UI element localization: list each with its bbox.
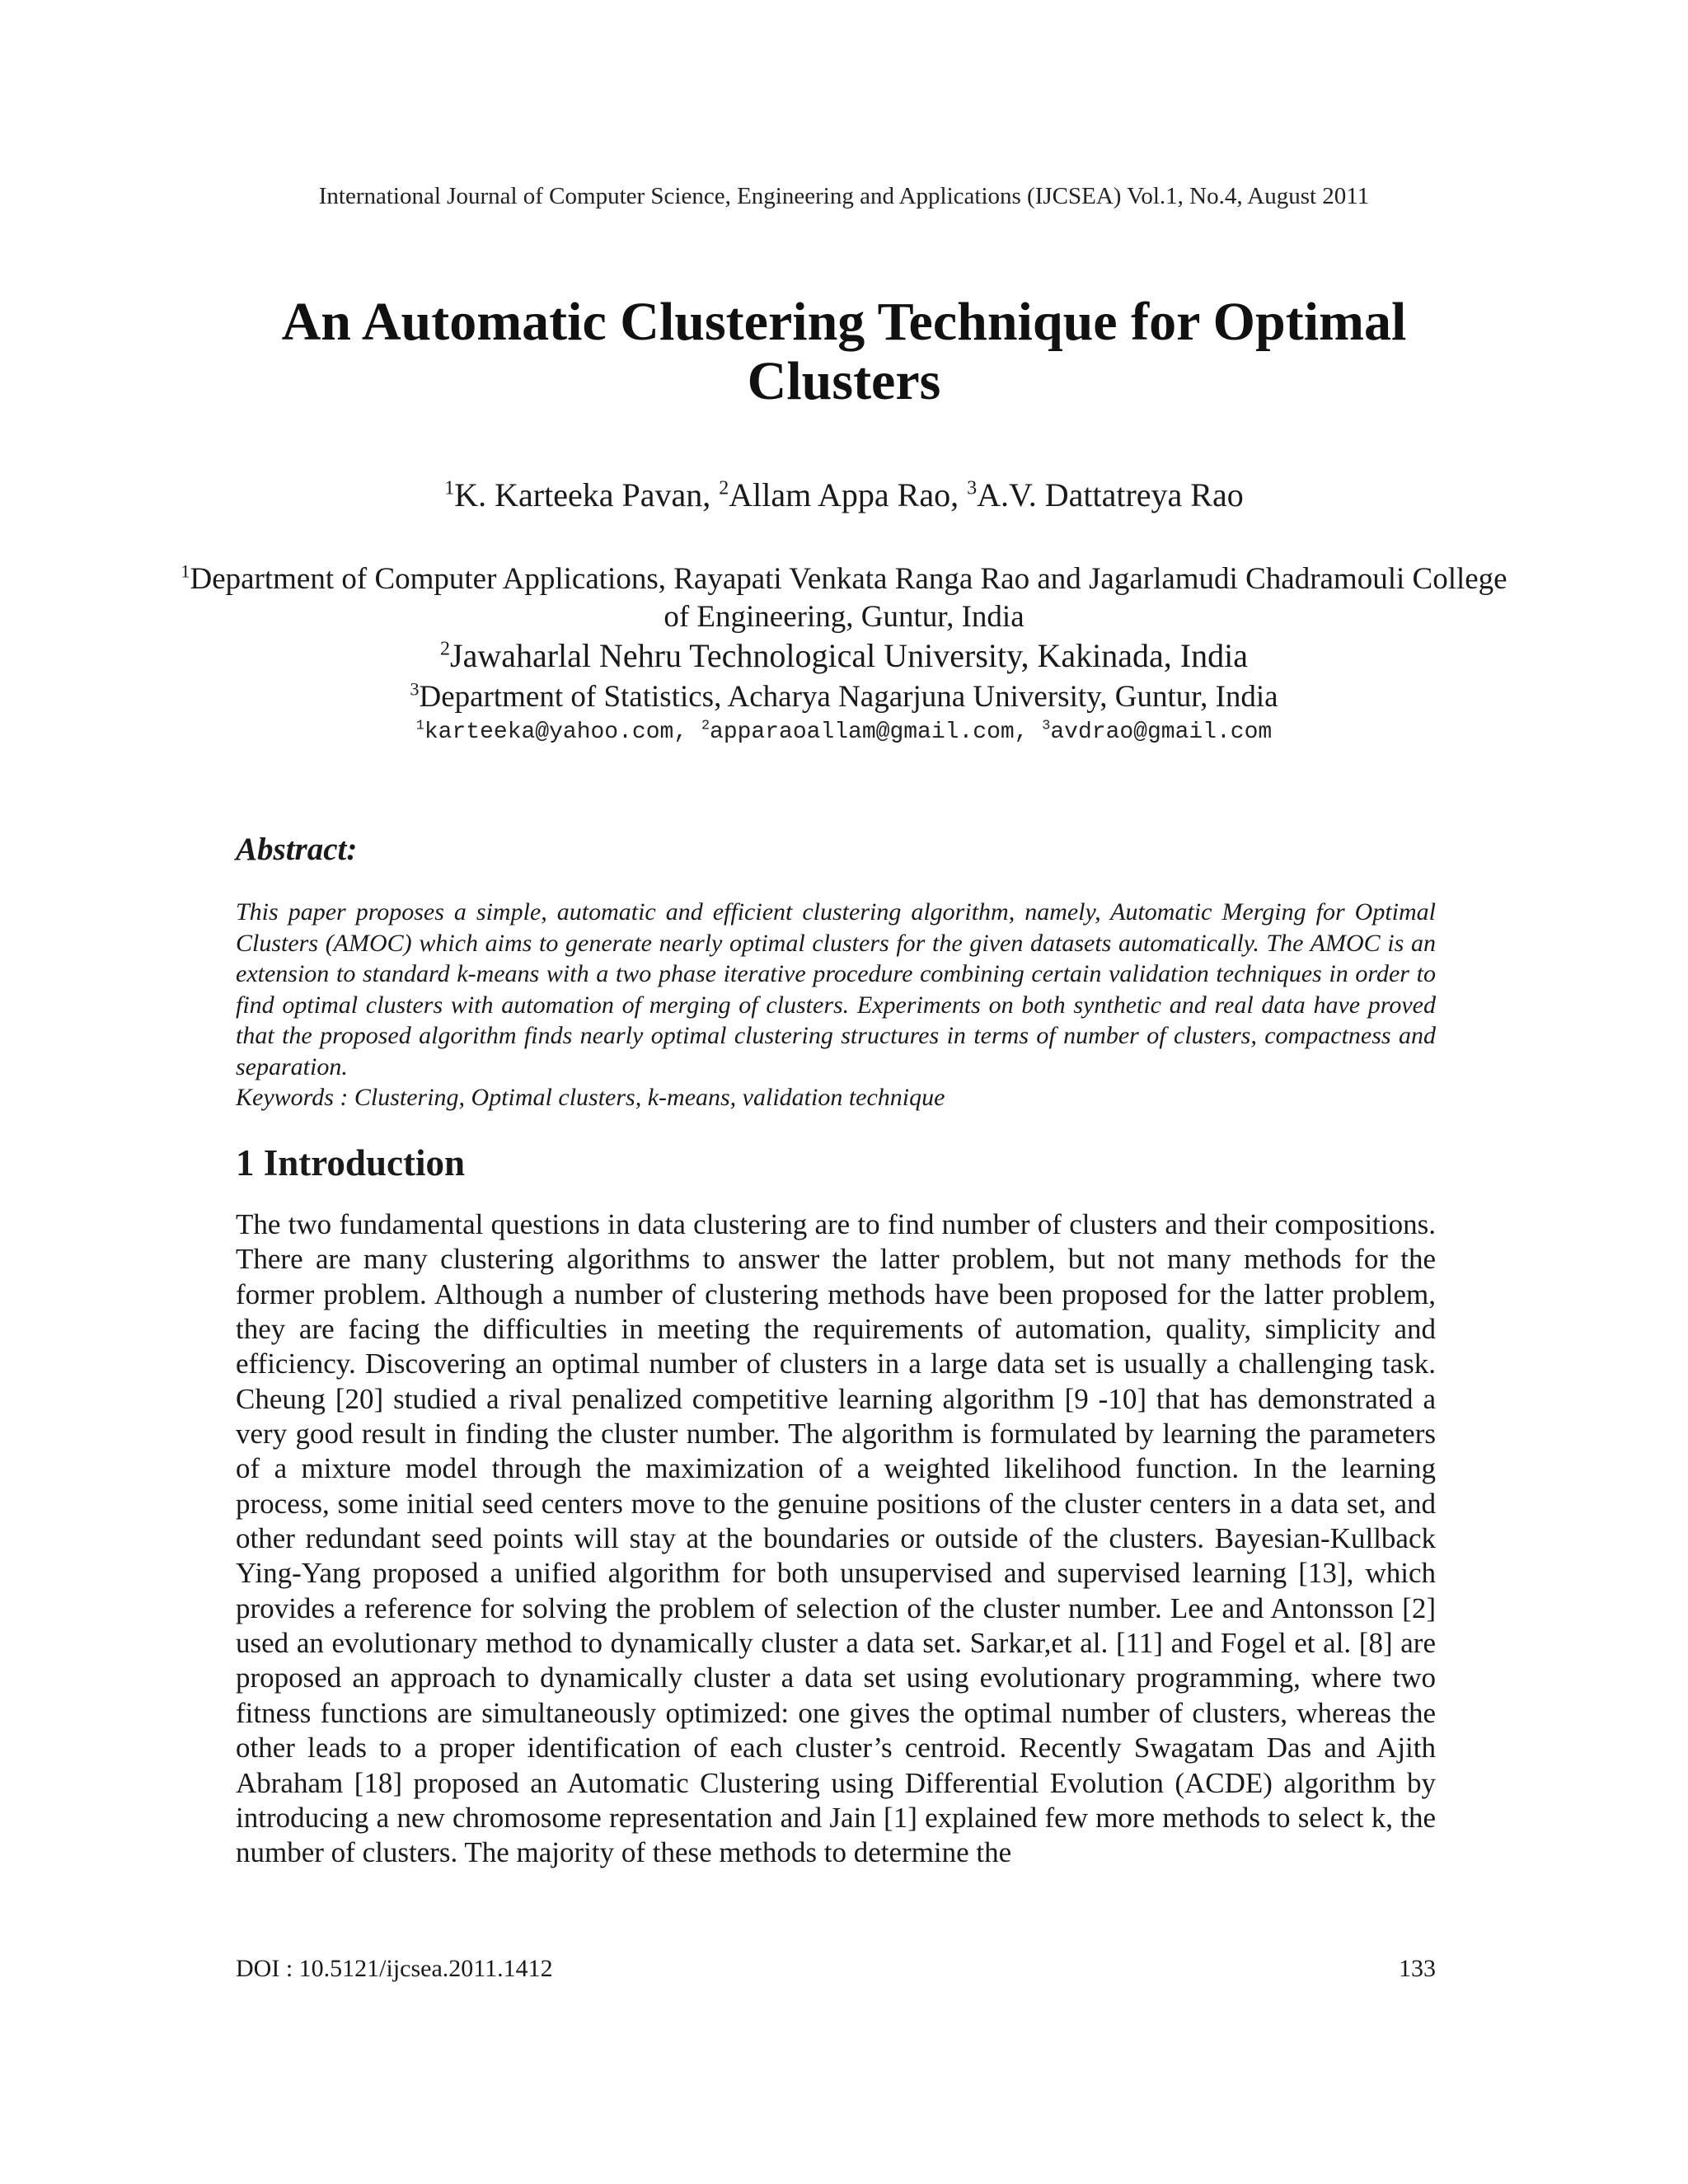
doi: DOI : 10.5121/ijcsea.2011.1412 (236, 1955, 553, 1982)
introduction-text: The two fundamental questions in data clustering are to find number of clusters and their compositions. There are many clustering algorithms to answer the latter problem, but not many methods for the former problem. Although a number of clustering methods have been proposed for the latter problem, they are facing the difficulties in meeting the requirements of automation, quality, simplicity and efficiency. Discovering an optimal number of clusters in a large data set is usually a challenging task. Cheung [20] studied a rival penalized competitive learning algorithm [9 -10] that has demonstrated a very good result in finding the cluster number. The algorithm is formulated by learning the parameters of a mixture model through the maximization of a weighted likelihood function. In the learning process, some initial seed centers move to the genuine positions of the cluster centers in a data set, and other redundant seed points will stay at the boundaries or outside of the clusters. Bayesian-Kullback Ying-Yang proposed a unified algorithm for both unsupervised and supervised learning [13], which provides a reference for solving the problem of selection of the cluster number. Lee and Antonsson [2] used an evolutionary method to dynamically cluster a data set. Sarkar,et al. [11] and Fogel et al. [8] are proposed an approach to dynamically cluster a data set using evolutionary programming, where two fitness functions are simultaneously optimized: one gives the optimal number of clusters, whereas the other leads to a proper identification of each cluster’s centroid. Recently Swagatam Das and Ajith Abraham [18] proposed an Automatic Clustering using Differential Evolution (ACDE) algorithm by introducing a new chromosome representation and Jain [1] explained few more methods to select k, the number of clusters. The majority of these methods to determine the (236, 1208, 1436, 1869)
affiliation: $^2$Jawaharlal Nehru Technological University, Kakinada, India (440, 637, 1248, 674)
author: $^1$K. Karteeka Pavan, (444, 476, 720, 513)
running-header: International Journal of Computer Science, Engineering and Applications (IJCSEA) Vol.1, No.4, August 2011 (318, 183, 1370, 209)
author-list (0, 476, 1688, 514)
affiliation: $^3$Department of Statistics, Acharya Nagarjuna University, Guntur, India (410, 678, 1278, 714)
email: $^3$avdrao@gmail.com (1042, 718, 1273, 745)
keywords: Keywords : Clustering, Optimal clusters, k-means, validation technique (236, 1084, 945, 1111)
author: $^2$Allam Appa Rao, (719, 476, 968, 513)
affiliation: $^1$Department of Computer Applications, Rayapati Venkata Ranga Rao and Jagarlamudi Chadramouli College of Engineering, Guntur, India (181, 560, 1507, 634)
abstract-heading: Abstract: (236, 832, 358, 867)
email: $^2$apparaoallam@gmail.com, (701, 718, 1043, 745)
author-emails (0, 719, 1688, 745)
section-heading-introduction: 1 Introduction (236, 1142, 465, 1183)
abstract-text: This paper proposes a simple, automatic and efficient clustering algorithm, namely, Automatic Merging for Optimal Clusters (AMOC) which aims to generate nearly optimal clusters for the given datasets automatically. The AMOC is an extension to standard k-means with a two phase iterative procedure combining certain validation techniques in order to find optimal clusters with automation of merging of clusters. Experiments on both synthetic and real data have proved that the proposed algorithm finds nearly optimal clustering structures in terms of number of clusters, compactness and separation. (236, 898, 1436, 1080)
email: $^1$karteeka@yahoo.com, (415, 718, 701, 745)
paper-title: An Automatic Clustering Technique for Optimal Clusters (281, 292, 1407, 411)
page-number: 133 (1399, 1955, 1436, 1982)
author: $^3$A.V. Dattatreya Rao (967, 476, 1244, 513)
